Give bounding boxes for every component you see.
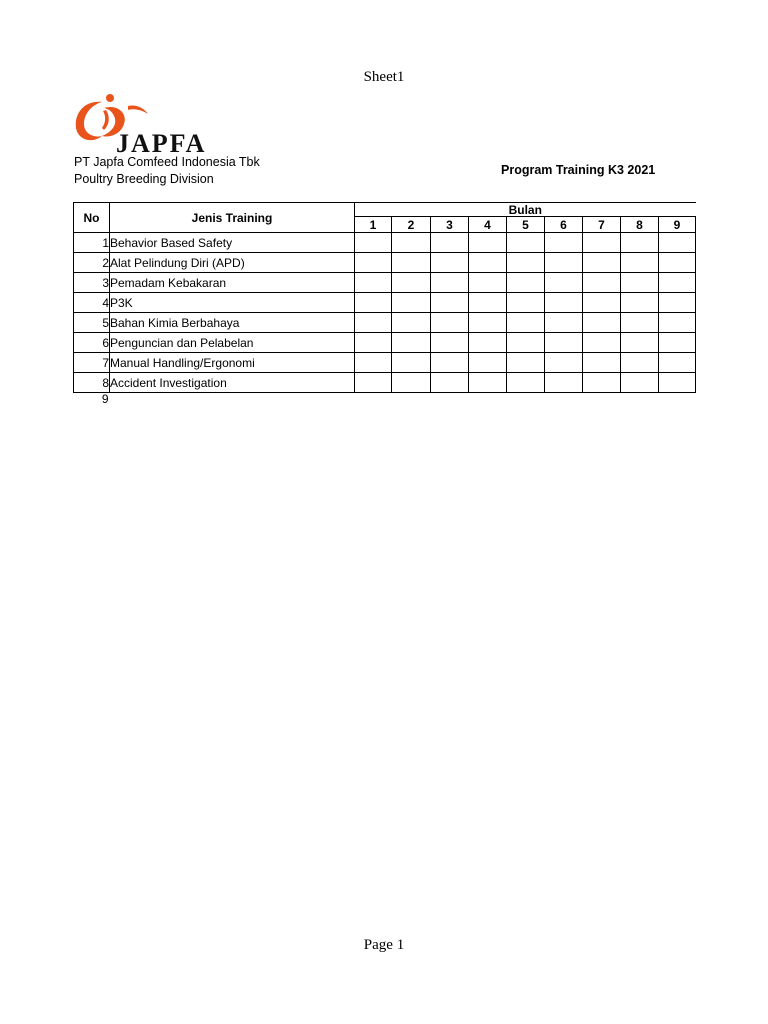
month-cell	[507, 233, 545, 253]
month-cell	[507, 373, 545, 393]
header-no: No	[74, 203, 110, 233]
month-header: 5	[507, 217, 545, 233]
month-cell	[545, 333, 583, 353]
month-cell	[659, 273, 696, 293]
month-cell	[545, 233, 583, 253]
month-cell	[469, 293, 507, 313]
month-cell	[659, 233, 696, 253]
month-cell	[659, 373, 696, 393]
training-name: Bahan Kimia Berbahaya	[110, 313, 355, 333]
training-name: Penguncian dan Pelabelan	[110, 333, 355, 353]
month-cell	[583, 333, 621, 353]
month-cell	[392, 273, 431, 293]
month-cell	[621, 293, 659, 313]
training-name: Accident Investigation	[110, 373, 355, 393]
month-cell	[355, 313, 392, 333]
training-table	[73, 202, 696, 409]
logo-wordmark: JAPFA	[116, 129, 207, 156]
month-cell	[583, 313, 621, 333]
month-cell	[392, 233, 431, 253]
month-cell	[507, 273, 545, 293]
month-cell	[469, 273, 507, 293]
month-cell	[469, 353, 507, 373]
month-cell	[507, 333, 545, 353]
table-row	[74, 373, 696, 393]
month-cell	[583, 253, 621, 273]
month-cell	[392, 333, 431, 353]
month-cell	[545, 353, 583, 373]
table-row	[74, 253, 696, 273]
month-cell	[431, 293, 469, 313]
table-row	[74, 333, 696, 353]
training-rows	[74, 233, 696, 409]
month-header: 9	[659, 217, 696, 233]
month-cell	[469, 313, 507, 333]
table-row	[74, 233, 696, 253]
table-row	[74, 313, 696, 333]
table-row	[74, 353, 696, 373]
month-cell	[469, 233, 507, 253]
month-cell	[392, 313, 431, 333]
month-cell	[469, 253, 507, 273]
empty-cell	[110, 393, 696, 409]
month-cell	[469, 333, 507, 353]
month-cell	[621, 313, 659, 333]
sheet-title: Sheet1	[363, 69, 405, 85]
month-cell	[355, 353, 392, 373]
japfa-logo	[72, 94, 222, 156]
month-header: 8	[621, 217, 659, 233]
month-cell	[431, 253, 469, 273]
japfa-logo-icon	[72, 94, 222, 156]
month-cell	[659, 333, 696, 353]
month-header: 6	[545, 217, 583, 233]
month-cell	[545, 273, 583, 293]
month-cell	[621, 333, 659, 353]
month-cell	[507, 253, 545, 273]
month-cell	[355, 253, 392, 273]
row-number: 6	[74, 333, 110, 353]
month-cell	[545, 253, 583, 273]
company-block	[74, 154, 260, 188]
month-cell	[392, 373, 431, 393]
month-cell	[431, 333, 469, 353]
month-cell	[583, 273, 621, 293]
month-cell	[659, 253, 696, 273]
month-header: 3	[431, 217, 469, 233]
row-number: 2	[74, 253, 110, 273]
page-number: Page 1	[363, 937, 405, 953]
month-cell	[621, 273, 659, 293]
table-row-trailing	[74, 393, 696, 409]
month-cell	[469, 373, 507, 393]
month-cell	[355, 293, 392, 313]
month-cell	[545, 373, 583, 393]
month-cell	[355, 373, 392, 393]
training-name: Behavior Based Safety	[110, 233, 355, 253]
company-name: PT Japfa Comfeed Indonesia Tbk	[74, 155, 260, 169]
month-cell	[431, 273, 469, 293]
month-cell	[355, 233, 392, 253]
header-bulan: Bulan	[355, 203, 696, 217]
table-row	[74, 293, 696, 313]
month-header: 1	[355, 217, 392, 233]
header-jenis-training: Jenis Training	[110, 203, 355, 233]
month-cell	[659, 353, 696, 373]
month-cell	[507, 313, 545, 333]
month-cell	[659, 293, 696, 313]
month-cell	[583, 373, 621, 393]
row-number: 4	[74, 293, 110, 313]
division-name: Poultry Breeding Division	[74, 172, 214, 186]
month-cell	[621, 253, 659, 273]
month-cell	[507, 293, 545, 313]
month-cell	[392, 253, 431, 273]
month-cell	[659, 313, 696, 333]
month-cell	[392, 293, 431, 313]
month-header: 7	[583, 217, 621, 233]
training-name: Manual Handling/Ergonomi	[110, 353, 355, 373]
training-name: Alat Pelindung Diri (APD)	[110, 253, 355, 273]
month-header: 2	[392, 217, 431, 233]
row-number: 7	[74, 353, 110, 373]
month-cell	[621, 233, 659, 253]
month-cell	[431, 373, 469, 393]
table-row	[74, 273, 696, 293]
program-title: Program Training K3 2021	[501, 163, 656, 177]
month-cell	[431, 233, 469, 253]
month-cell	[545, 313, 583, 333]
month-cell	[583, 353, 621, 373]
month-cell	[621, 373, 659, 393]
month-cell	[431, 313, 469, 333]
month-cell	[545, 293, 583, 313]
month-cell	[507, 353, 545, 373]
row-number: 3	[74, 273, 110, 293]
month-cell	[583, 233, 621, 253]
training-name: Pemadam Kebakaran	[110, 273, 355, 293]
row-number: 5	[74, 313, 110, 333]
row-number: 8	[74, 373, 110, 393]
month-header: 4	[469, 217, 507, 233]
month-cell	[355, 333, 392, 353]
row-number: 9	[101, 392, 109, 406]
month-cell	[392, 353, 431, 373]
month-cell	[621, 353, 659, 373]
training-name: P3K	[110, 293, 355, 313]
month-cell	[355, 273, 392, 293]
row-number: 1	[74, 233, 110, 253]
month-cell	[583, 293, 621, 313]
month-cell	[431, 353, 469, 373]
